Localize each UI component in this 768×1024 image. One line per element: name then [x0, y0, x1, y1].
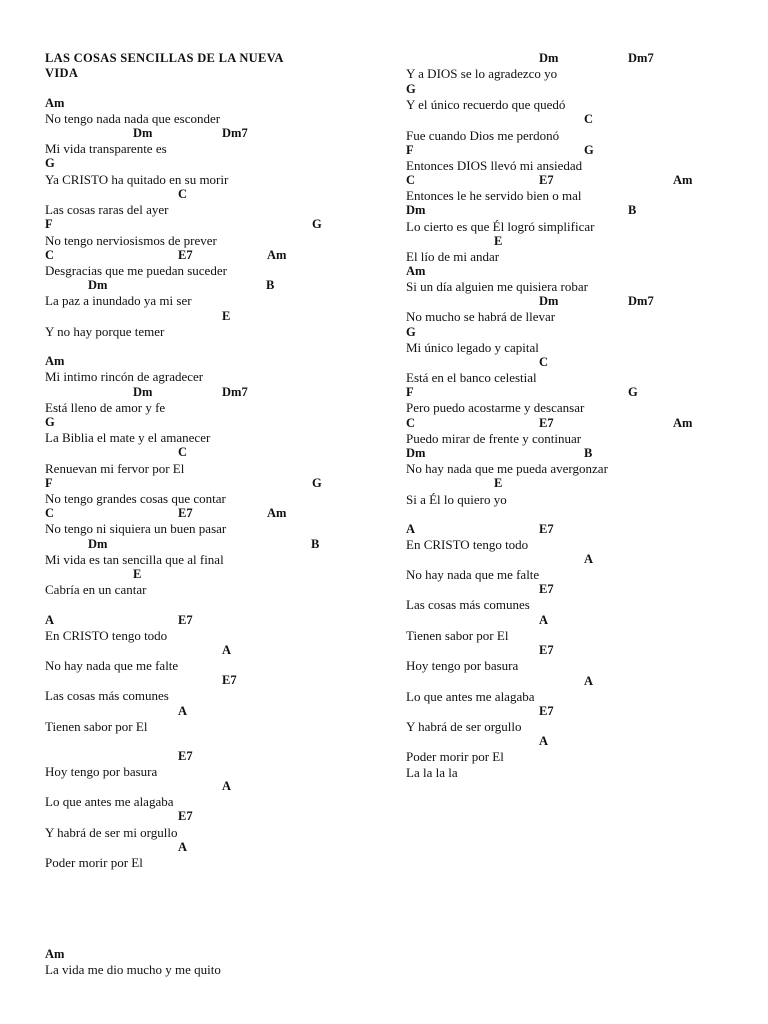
chord-label: Am	[406, 264, 426, 278]
chord-label: G	[584, 143, 594, 157]
chord-label: C	[45, 248, 55, 262]
chord-label: C	[584, 112, 594, 126]
lyric-line: Y no hay porque temer	[45, 324, 165, 339]
chord-label: C	[406, 173, 416, 187]
lyric-line: Hoy tengo por basura	[45, 764, 158, 779]
chord-label: E7	[178, 749, 193, 763]
lyric-line: La Biblia el mate y el amanecer	[45, 430, 211, 445]
chord-label: E7	[539, 582, 554, 596]
lyric-line: Cabría en un cantar	[45, 582, 147, 597]
lyric-line: Mi vida es tan sencilla que al final	[45, 552, 224, 567]
chord-label: A	[539, 734, 549, 748]
lyric-line: Fue cuando Dios me perdonó	[406, 128, 560, 143]
lyric-line: No tengo grandes cosas que contar	[45, 491, 226, 506]
chord-label: E	[222, 309, 231, 323]
chord-label: E	[494, 476, 503, 490]
lyric-line: Mi único legado y capital	[406, 340, 539, 355]
chord-label: A	[222, 779, 232, 793]
lyric-line: Tienen sabor por El	[45, 719, 148, 734]
chord-label: E7	[539, 416, 554, 430]
chord-label: E7	[539, 704, 554, 718]
lyric-line: Puedo mirar de frente y continuar	[406, 431, 582, 446]
lyric-line: Mi vida transparente es	[45, 141, 167, 156]
chord-label: A	[178, 840, 188, 854]
chord-label: F	[406, 385, 414, 399]
chord-label: A	[222, 643, 232, 657]
chord-label: E7	[539, 643, 554, 657]
chord-label: G	[312, 217, 322, 231]
lyric-line: Y a DIOS se lo agradezco yo	[406, 66, 558, 81]
lyric-line: Si un día alguien me quisiera robar	[406, 279, 588, 294]
lyric-line: Si a Él lo quiero yo	[406, 492, 507, 507]
chord-label: B	[584, 446, 593, 460]
chord-label: A	[178, 704, 188, 718]
chord-label: E7	[178, 506, 193, 520]
lyric-line: No tengo nerviosismos de prever	[45, 233, 217, 248]
lyric-line: Está en el banco celestial	[406, 370, 537, 385]
lyric-line: La paz a inundado ya mi ser	[45, 293, 192, 308]
chord-label: B	[266, 278, 275, 292]
chord-label: Dm7	[222, 126, 248, 140]
lyric-line: Lo que antes me alagaba	[406, 689, 535, 704]
lyric-line: Renuevan mi fervor por El	[45, 461, 185, 476]
chord-label: F	[45, 217, 53, 231]
lyric-line: Las cosas raras del ayer	[45, 202, 169, 217]
lyric-line: Tienen sabor por El	[406, 628, 509, 643]
lyric-line: No hay nada que me falte	[406, 567, 540, 582]
chord-label: Am	[673, 173, 693, 187]
lyric-line: No tengo ni siquiera un buen pasar	[45, 521, 227, 536]
chord-label: Dm	[88, 537, 108, 551]
lyric-line: Y habrá de ser mi orgullo	[45, 825, 178, 840]
chord-label: Am	[267, 248, 287, 262]
lyric-line: Las cosas más comunes	[45, 688, 169, 703]
chord-label: Am	[45, 354, 65, 368]
chord-label: G	[406, 82, 416, 96]
song-title-line-1: LAS COSAS SENCILLAS DE LA NUEVA	[45, 51, 284, 65]
chord-label: A	[584, 552, 594, 566]
chord-label: Dm	[406, 203, 426, 217]
lyric-line: Entonces DIOS llevó mi ansiedad	[406, 158, 583, 173]
lyric-line: No hay nada que me pueda avergonzar	[406, 461, 608, 476]
chord-label: F	[406, 143, 414, 157]
chord-label: A	[539, 613, 549, 627]
lyric-line: Está lleno de amor y fe	[45, 400, 166, 415]
chord-label: Am	[673, 416, 693, 430]
chord-label: Dm	[406, 446, 426, 460]
chord-label: C	[178, 445, 188, 459]
lyric-line: Pero puedo acostarme y descansar	[406, 400, 585, 415]
chord-label: E	[133, 567, 142, 581]
chord-label: E7	[539, 522, 554, 536]
chord-label: A	[45, 613, 55, 627]
lyric-line: Desgracias que me puedan suceder	[45, 263, 227, 278]
chord-label: Dm7	[222, 385, 248, 399]
chord-label: F	[45, 476, 53, 490]
lyric-line: El lío de mi andar	[406, 249, 500, 264]
lyric-line: Entonces le he servido bien o mal	[406, 188, 582, 203]
lyric-line: No mucho se habrá de llevar	[406, 309, 556, 324]
chord-label: Dm7	[628, 294, 654, 308]
lyric-line: Lo que antes me alagaba	[45, 794, 174, 809]
lyric-line: Poder morir por El	[406, 749, 504, 764]
chord-label: C	[539, 355, 549, 369]
chord-label: Dm7	[628, 51, 654, 65]
chord-label: G	[45, 415, 55, 429]
chord-label: Am	[45, 96, 65, 110]
lyric-line: Y habrá de ser orgullo	[406, 719, 522, 734]
chord-label: A	[406, 522, 416, 536]
chord-label: G	[45, 156, 55, 170]
chord-label: E7	[539, 173, 554, 187]
lyric-line: No hay nada que me falte	[45, 658, 179, 673]
chord-label: A	[584, 674, 594, 688]
chord-label: B	[628, 203, 637, 217]
chord-label: C	[178, 187, 188, 201]
chord-label: G	[628, 385, 638, 399]
lyric-line: Las cosas más comunes	[406, 597, 530, 612]
lyric-line: La la la la	[406, 765, 458, 780]
chord-label: E7	[178, 613, 193, 627]
chord-label: Dm	[133, 385, 153, 399]
song-title-line-2: VIDA	[45, 66, 79, 80]
chord-label: Dm	[133, 126, 153, 140]
lyric-line: Lo cierto es que Él logró simplificar	[406, 219, 595, 234]
chord-label: C	[406, 416, 416, 430]
lyric-line: Poder morir por El	[45, 855, 143, 870]
lyric-line: En CRISTO tengo todo	[406, 537, 529, 552]
lyric-line: Y el único recuerdo que quedó	[406, 97, 566, 112]
chord-label: C	[45, 506, 55, 520]
chord-label: Dm	[539, 294, 559, 308]
lyric-line: Mi intimo rincón de agradecer	[45, 369, 204, 384]
lyric-line: Ya CRISTO ha quitado en su morir	[45, 172, 229, 187]
chord-label: E7	[178, 248, 193, 262]
chord-label: E7	[178, 809, 193, 823]
lyric-line: No tengo nada nada que esconder	[45, 111, 221, 126]
chord-label: Am	[267, 506, 287, 520]
chord-label: E	[494, 234, 503, 248]
chord-label: Dm	[88, 278, 108, 292]
lyric-line: En CRISTO tengo todo	[45, 628, 168, 643]
chord-label: B	[311, 537, 320, 551]
chord-label: G	[406, 325, 416, 339]
lyric-line: Hoy tengo por basura	[406, 658, 519, 673]
chord-label: Dm	[539, 51, 559, 65]
chord-label: G	[312, 476, 322, 490]
lyric-line: La vida me dio mucho y me quito	[45, 962, 221, 977]
chord-label: Am	[45, 947, 65, 961]
chord-label: E7	[222, 673, 237, 687]
